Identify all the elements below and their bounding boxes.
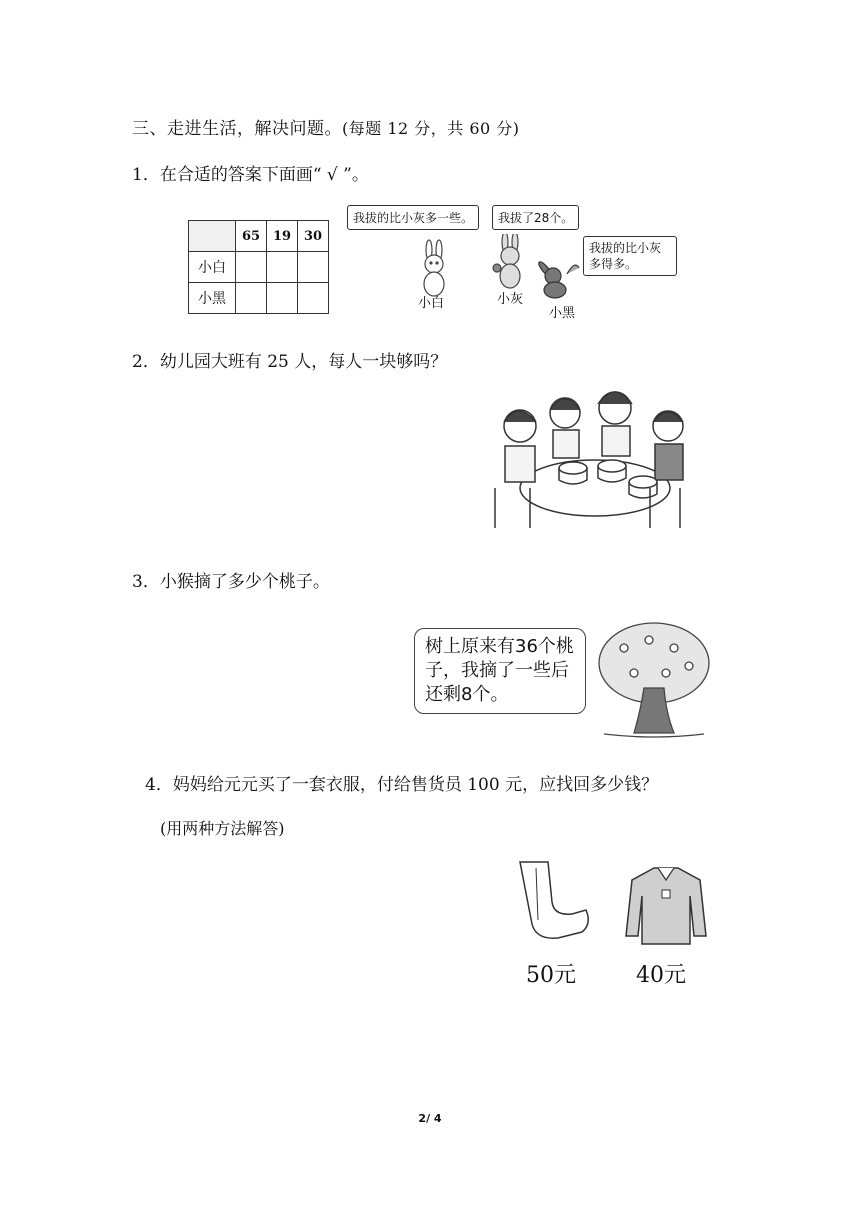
rabbit-xiaohei-icon [537, 260, 579, 298]
question-4-note: (用两种方法解答) [160, 819, 285, 838]
speech-bubble-xiaohei: 我拔的比小灰多得多。 [583, 236, 677, 276]
answer-cell[interactable] [298, 283, 329, 314]
answer-table [188, 220, 329, 314]
table-header-30: 30 [298, 221, 329, 252]
child-boy-right-icon [650, 411, 683, 528]
question-4-text: 4．妈妈给元元买了一套衣服，付给售货员 100 元，应找回多少钱？ [145, 775, 659, 795]
child-girl-2-icon [598, 392, 632, 456]
table-header-19: 19 [267, 221, 298, 252]
monkey-speech-bubble: 树上原来有36个桃子，我摘了一些后还剩8个。 [414, 628, 586, 714]
child-boy-left-icon [495, 410, 536, 528]
peach-tree-icon [594, 618, 714, 743]
speech-bubble-xiaobai: 我拔的比小灰多一些。 [347, 205, 479, 230]
speech-bubble-xiaohui: 我拔了28个。 [492, 205, 579, 230]
table-header-65: 65 [236, 221, 267, 252]
answer-cell[interactable] [267, 252, 298, 283]
answer-cell[interactable] [267, 283, 298, 314]
pants-icon [512, 858, 592, 944]
page-number: 2/ 4 [418, 1112, 442, 1125]
answer-cell[interactable] [236, 283, 267, 314]
rabbit-xiaobai-icon [424, 240, 444, 296]
question-3-text: 3．小猴摘了多少个桃子。 [132, 572, 330, 592]
table-row-label-xiaohei: 小黑 [189, 283, 236, 314]
answer-cell[interactable] [236, 252, 267, 283]
child-girl-1-icon [550, 398, 580, 458]
jacket-price: 40元 [636, 963, 686, 988]
question-1-text: 1．在合适的答案下面画“ √ ”。 [132, 165, 369, 185]
section-title-text: 三、走进生活，解决问题。 [132, 119, 342, 139]
jacket-icon [624, 864, 708, 948]
section-score: (每题 12 分，共 60 分) [342, 119, 520, 138]
question-2-text: 2．幼儿园大班有 25 人，每人一块够吗？ [132, 352, 448, 372]
name-xiaohei: 小黑 [549, 306, 576, 321]
children-cake-illustration [490, 378, 700, 533]
answer-cell[interactable] [298, 252, 329, 283]
name-xiaobai: 小白 [418, 296, 445, 311]
rabbit-xiaohui-icon [493, 234, 520, 288]
table-row-label-xiaobai: 小白 [189, 252, 236, 283]
table-corner-cell [189, 221, 236, 252]
section-title [132, 114, 520, 139]
pants-price: 50元 [526, 963, 576, 988]
name-xiaohui: 小灰 [497, 292, 524, 307]
